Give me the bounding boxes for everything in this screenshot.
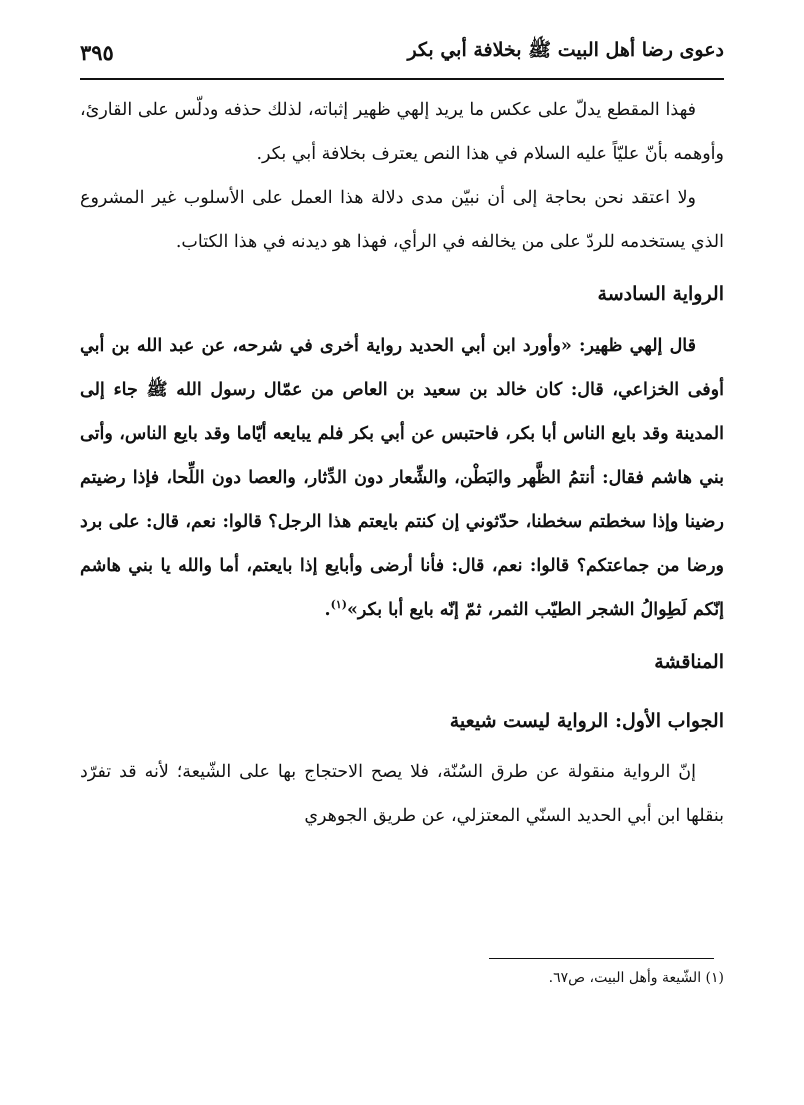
answer-title: الرواية ليست شيعية (449, 710, 615, 732)
footnote-divider (489, 958, 714, 959)
paragraph-answer: إنّ الرواية منقولة عن طرق السُنّة، فلا يصح الاحتجاج بها على الشّيعة؛ لأنه قد تفرّد بنقلها ابن أبي الحديد السنّي المعتزلي، عن طريق الجوهري (80, 762, 724, 826)
footnote: (١) الشّيعة وأهل البيت، ص٦٧. (548, 970, 724, 986)
page-number: ٣٩٥ (80, 39, 114, 65)
quoted-narration (80, 324, 724, 632)
running-title: دعوى رضا أهل البيت ﷺ بخلافة أبي بكر (407, 39, 724, 61)
paragraph-method: ولا اعتقد نحن بحاجة إلى أن نبيّن مدى دلالة هذا العمل على الأسلوب غير المشروع الذي يستخدمه للردّ على من يخالفه في الرأي، فهذا هو ديدنه في هذا الكتاب. (80, 188, 724, 252)
page-header (80, 26, 724, 80)
section-heading-sixth-narration: الرواية السادسة (597, 283, 724, 305)
footnote-reference[interactable]: (١) (330, 598, 347, 612)
answer-colon: : (614, 710, 622, 732)
quote-end: . (324, 600, 331, 620)
section-heading-discussion: المناقشة (654, 651, 724, 673)
page-body (80, 88, 724, 838)
quote-text: قال إلهي ظهير: «وأورد ابن أبي الحديد رواية أخرى في شرحه، عن عبد الله بن أبي أوفى الخزاعي، قال: كان خالد بن سعيد بن العاص من عمّال رسول الله ﷺ جاء إلى المدينة وقد بايع الناس أبا بكر، فاحتبس عن أبي بكر فلم يبايعه أيّاما وقد بايع الناس، وأتى بني هاشم فقال: أنتمُ الظَّهر والبَطْن، والشِّعار دون الدِّثار، والعصا دون اللِّحا، فإذا رضيتم رضينا وإذا سخطتم سخطنا، حدّثوني إن كنتم بايعتم هذا الرجل؟ قالوا: نعم، قال: على برد ورضا من جماعتكم؟ قالوا: نعم، قال: فأنا أرضى وأبايع إذا بايعتم، أما والله يا بني هاشم إنّكم لَطِوالُ الشجر الطيّب الثمر، ثمّ إنّه بايع أبا بكر» (80, 336, 724, 620)
answer-lead: الجواب الأول (621, 710, 724, 732)
paragraph-forgery: فهذا المقطع يدلّ على عكس ما يريد إلهي ظهير إثباته، لذلك حذفه ودلّس على القارئ، وأوهمه بأنّ عليّاً عليه السلام في هذا النص يعترف بخلافة أبي بكر. (80, 100, 724, 164)
subheading-first-answer (80, 692, 724, 750)
